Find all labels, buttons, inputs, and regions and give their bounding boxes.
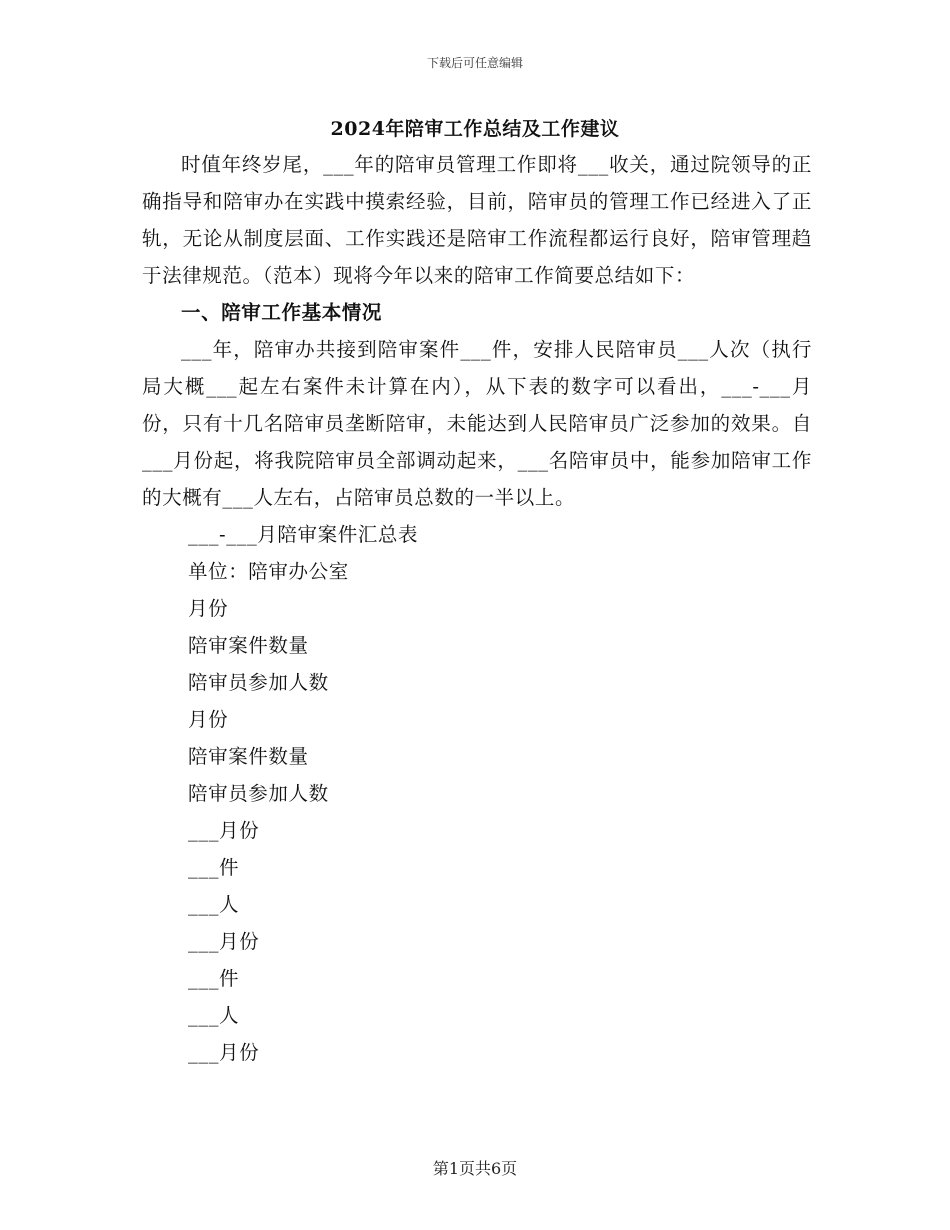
header-note: 下载后可任意编辑 <box>426 56 523 70</box>
document-body <box>142 146 812 1071</box>
table-cell: 陪审员参加人数 <box>188 671 329 694</box>
table-cell: ___件 <box>188 856 240 879</box>
basic-situation-paragraph: ___年，陪审办共接到陪审案件___件，安排人民陪审员___人次（执行局大概___起左右案件未计算在内），从下表的数字可以看出，___-___月份，只有十几名陪审员垄断陪审，未能达到人民陪审员广泛参加的效果。自___月份起，将我院陪审员全部调动起来，___名陪审员中，能参加陪审工作的大概有___人左右，占陪审员总数的一半以上。 <box>142 338 812 509</box>
table-cell: 陪审案件数量 <box>188 634 309 657</box>
table-cell: ___人 <box>188 1004 240 1027</box>
table-cell: ___月份 <box>188 930 260 953</box>
intro-paragraph: 时值年终岁尾，___年的陪审员管理工作即将___收关，通过院领导的正确指导和陪审办在实践中摸索经验，目前，陪审员的管理工作已经进入了正轨，无论从制度层面、工作实践还是陪审工作流程都运行良好，陪审管理趋于法律规范。（范本）现将今年以来的陪审工作简要总结如下： <box>142 153 812 287</box>
table-cell: 月份 <box>188 708 229 731</box>
page-number: 第1页共6页 <box>432 1159 518 1178</box>
document-title: 2024年陪审工作总结及工作建议 <box>330 118 620 140</box>
table-unit: 单位：陪审办公室 <box>188 560 349 583</box>
table-cell: ___月份 <box>188 819 260 842</box>
table-cell: ___件 <box>188 967 240 990</box>
table-cell: 陪审案件数量 <box>188 745 309 768</box>
table-cell: 月份 <box>188 597 229 620</box>
table-caption: ___-___月陪审案件汇总表 <box>188 523 419 546</box>
table-cell: ___月份 <box>188 1041 260 1064</box>
table-cell: ___人 <box>188 893 240 916</box>
section-heading-basic-situation: 一、陪审工作基本情况 <box>181 301 383 324</box>
table-cell: 陪审员参加人数 <box>188 782 329 805</box>
